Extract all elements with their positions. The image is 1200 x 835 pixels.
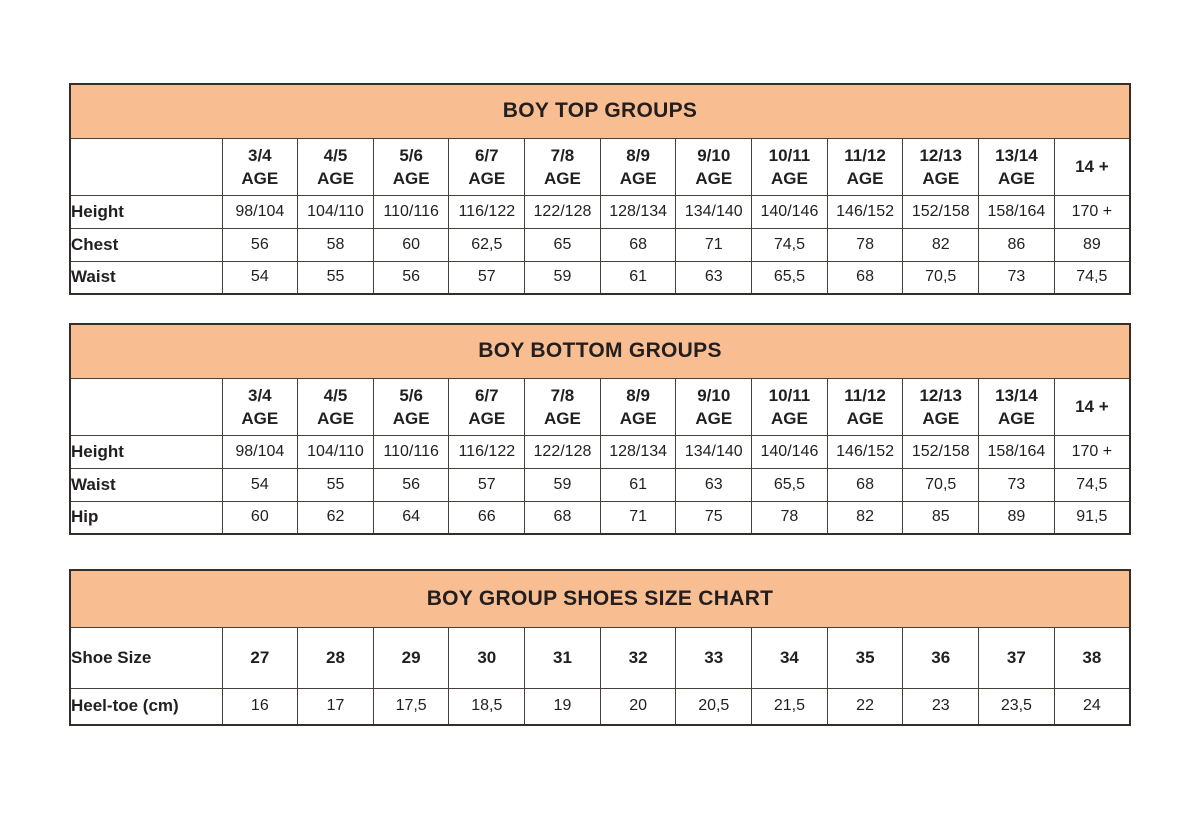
value-cell: 65,5	[752, 261, 828, 294]
age-column-header	[676, 138, 752, 195]
age-word-text: AGE	[695, 168, 733, 188]
table-title: BOY BOTTOM GROUPS	[70, 324, 1130, 378]
age-column-header	[827, 378, 903, 435]
age-column-header	[373, 138, 449, 195]
age-column-header	[1054, 378, 1130, 435]
boy-size-charts-sheet	[69, 83, 1131, 726]
value-cell: 89	[1054, 228, 1130, 261]
value-cell: 37	[979, 627, 1055, 688]
age-range-text: 4/5	[323, 385, 348, 405]
value-cell: 31	[525, 627, 601, 688]
value-cell: 28	[298, 627, 374, 688]
value-cell: 35	[827, 627, 903, 688]
value-cell: 22	[827, 688, 903, 725]
table-row-heel-toe-cm	[70, 688, 1130, 725]
age-column-header	[222, 138, 298, 195]
age-range-text: 11/12	[844, 145, 886, 165]
table-row-hip	[70, 501, 1130, 534]
age-column-header	[373, 378, 449, 435]
value-cell: 63	[676, 261, 752, 294]
value-cell: 27	[222, 627, 298, 688]
age-range-text: 14 +	[1075, 157, 1109, 176]
value-cell: 82	[827, 501, 903, 534]
age-range-text: 13/14	[995, 385, 1038, 405]
value-cell: 63	[676, 468, 752, 501]
age-range-text: 10/11	[768, 145, 811, 165]
value-cell: 68	[827, 468, 903, 501]
age-range-text: 9/10	[697, 385, 731, 405]
value-cell: 82	[903, 228, 979, 261]
age-word-text: AGE	[771, 168, 808, 188]
value-cell: 36	[903, 627, 979, 688]
age-column-header	[298, 138, 374, 195]
age-word-text: AGE	[317, 408, 354, 428]
boy-top-groups-table	[69, 83, 1131, 295]
table-title-row	[70, 324, 1130, 378]
age-range-text: 6/7	[474, 385, 499, 405]
value-cell: 32	[600, 627, 676, 688]
age-column-header	[752, 138, 828, 195]
age-range-text: 12/13	[919, 385, 962, 405]
age-column-header	[979, 138, 1055, 195]
value-cell: 20	[600, 688, 676, 725]
value-cell: 158/164	[979, 435, 1055, 468]
value-cell: 20,5	[676, 688, 752, 725]
age-range-text: 4/5	[323, 145, 348, 165]
value-cell: 98/104	[222, 195, 298, 228]
value-cell: 61	[600, 261, 676, 294]
value-cell: 68	[525, 501, 601, 534]
value-cell: 68	[600, 228, 676, 261]
value-cell: 61	[600, 468, 676, 501]
value-cell: 128/134	[600, 435, 676, 468]
age-word-text: AGE	[544, 408, 581, 428]
value-cell: 18,5	[449, 688, 525, 725]
age-column-header	[903, 378, 979, 435]
age-column-header	[676, 378, 752, 435]
age-range-text: 13/14	[995, 145, 1038, 165]
row-label: Waist	[70, 261, 222, 294]
value-cell: 71	[600, 501, 676, 534]
value-cell: 70,5	[903, 468, 979, 501]
age-range-text: 6/7	[474, 145, 499, 165]
value-cell: 104/110	[298, 195, 374, 228]
value-cell: 65,5	[752, 468, 828, 501]
age-word-text: AGE	[317, 168, 354, 188]
age-column-header	[449, 138, 525, 195]
row-label: Shoe Size	[70, 627, 222, 688]
table-title-row	[70, 570, 1130, 627]
value-cell: 17,5	[373, 688, 449, 725]
age-word-text: AGE	[619, 168, 657, 188]
value-cell: 62,5	[449, 228, 525, 261]
value-cell: 17	[298, 688, 374, 725]
value-cell: 134/140	[676, 195, 752, 228]
row-label: Height	[70, 195, 222, 228]
table-row-height	[70, 435, 1130, 468]
value-cell: 75	[676, 501, 752, 534]
value-cell: 54	[222, 261, 298, 294]
age-word-text: AGE	[922, 168, 960, 188]
value-cell: 170 +	[1054, 195, 1130, 228]
age-word-text: AGE	[997, 168, 1035, 188]
value-cell: 23	[903, 688, 979, 725]
table-row-waist	[70, 468, 1130, 501]
age-column-header	[600, 378, 676, 435]
table-row-waist	[70, 261, 1130, 294]
age-column-header	[903, 138, 979, 195]
value-cell: 24	[1054, 688, 1130, 725]
value-cell: 60	[373, 228, 449, 261]
value-cell: 116/122	[449, 195, 525, 228]
value-cell: 57	[449, 468, 525, 501]
value-cell: 21,5	[752, 688, 828, 725]
value-cell: 116/122	[449, 435, 525, 468]
value-cell: 104/110	[298, 435, 374, 468]
value-cell: 56	[373, 468, 449, 501]
row-label: Waist	[70, 468, 222, 501]
value-cell: 89	[979, 501, 1055, 534]
age-range-text: 7/8	[550, 145, 575, 165]
age-range-text: 12/13	[919, 145, 962, 165]
value-cell: 56	[222, 228, 298, 261]
age-column-header	[525, 378, 601, 435]
value-cell: 140/146	[752, 195, 828, 228]
value-cell: 146/152	[827, 195, 903, 228]
value-cell: 73	[979, 468, 1055, 501]
age-word-text: AGE	[695, 408, 733, 428]
value-cell: 110/116	[373, 435, 449, 468]
age-word-text: AGE	[922, 408, 960, 428]
value-cell: 91,5	[1054, 501, 1130, 534]
value-cell: 64	[373, 501, 449, 534]
row-label: Heel-toe (cm)	[70, 688, 222, 725]
value-cell: 62	[298, 501, 374, 534]
table-title: BOY GROUP SHOES SIZE CHART	[70, 570, 1130, 627]
age-range-text: 5/6	[399, 145, 423, 165]
value-cell: 122/128	[525, 195, 601, 228]
value-cell: 60	[222, 501, 298, 534]
value-cell: 54	[222, 468, 298, 501]
value-cell: 85	[903, 501, 979, 534]
value-cell: 152/158	[903, 195, 979, 228]
value-cell: 30	[449, 627, 525, 688]
value-cell: 57	[449, 261, 525, 294]
age-column-header	[525, 138, 601, 195]
value-cell: 140/146	[752, 435, 828, 468]
value-cell: 78	[752, 501, 828, 534]
value-cell: 59	[525, 468, 601, 501]
table-title-row	[70, 84, 1130, 138]
value-cell: 65	[525, 228, 601, 261]
value-cell: 128/134	[600, 195, 676, 228]
value-cell: 55	[298, 468, 374, 501]
value-cell: 152/158	[903, 435, 979, 468]
boy-bottom-groups-section	[69, 323, 1131, 535]
value-cell: 146/152	[827, 435, 903, 468]
age-range-text: 11/12	[844, 385, 886, 405]
age-word-text: AGE	[619, 408, 657, 428]
age-header-row	[70, 378, 1130, 435]
age-range-text: 10/11	[768, 385, 811, 405]
age-column-header	[1054, 138, 1130, 195]
value-cell: 34	[752, 627, 828, 688]
boy-group-shoes-size-chart-table	[69, 569, 1131, 726]
age-word-text: AGE	[392, 168, 430, 188]
value-cell: 59	[525, 261, 601, 294]
value-cell: 38	[1054, 627, 1130, 688]
value-cell: 19	[525, 688, 601, 725]
age-word-text: AGE	[468, 168, 506, 188]
value-cell: 86	[979, 228, 1055, 261]
row-label: Chest	[70, 228, 222, 261]
age-range-text: 5/6	[399, 385, 423, 405]
age-range-text: 3/4	[248, 145, 272, 165]
age-word-text: AGE	[846, 168, 884, 188]
value-cell: 68	[827, 261, 903, 294]
age-column-header	[449, 378, 525, 435]
table-row-shoe-size	[70, 627, 1130, 688]
value-cell: 134/140	[676, 435, 752, 468]
age-column-header	[600, 138, 676, 195]
age-word-text: AGE	[241, 408, 279, 428]
age-range-text: 7/8	[550, 385, 575, 405]
age-range-text: 14 +	[1075, 397, 1109, 416]
value-cell: 55	[298, 261, 374, 294]
value-cell: 16	[222, 688, 298, 725]
boy-shoes-size-chart-section	[69, 569, 1131, 726]
table-title: BOY TOP GROUPS	[70, 84, 1130, 138]
age-range-text: 9/10	[697, 145, 731, 165]
age-word-text: AGE	[241, 168, 279, 188]
value-cell: 58	[298, 228, 374, 261]
value-cell: 70,5	[903, 261, 979, 294]
age-column-header	[827, 138, 903, 195]
value-cell: 56	[373, 261, 449, 294]
table-row-height	[70, 195, 1130, 228]
age-word-text: AGE	[771, 408, 808, 428]
age-column-header	[298, 378, 374, 435]
row-label: Height	[70, 435, 222, 468]
value-cell: 98/104	[222, 435, 298, 468]
age-header-row	[70, 138, 1130, 195]
age-column-header	[979, 378, 1055, 435]
value-cell: 110/116	[373, 195, 449, 228]
row-label: Hip	[70, 501, 222, 534]
boy-bottom-groups-table	[69, 323, 1131, 535]
age-word-text: AGE	[997, 408, 1035, 428]
age-range-text: 8/9	[626, 145, 650, 165]
value-cell: 170 +	[1054, 435, 1130, 468]
age-column-header	[222, 378, 298, 435]
value-cell: 74,5	[752, 228, 828, 261]
value-cell: 33	[676, 627, 752, 688]
value-cell: 74,5	[1054, 261, 1130, 294]
table-row-chest	[70, 228, 1130, 261]
value-cell: 29	[373, 627, 449, 688]
corner-cell	[70, 378, 222, 435]
age-word-text: AGE	[392, 408, 430, 428]
boy-top-groups-section	[69, 83, 1131, 295]
value-cell: 23,5	[979, 688, 1055, 725]
age-range-text: 3/4	[248, 385, 272, 405]
value-cell: 158/164	[979, 195, 1055, 228]
corner-cell	[70, 138, 222, 195]
value-cell: 74,5	[1054, 468, 1130, 501]
age-word-text: AGE	[846, 408, 884, 428]
value-cell: 122/128	[525, 435, 601, 468]
value-cell: 66	[449, 501, 525, 534]
age-column-header	[752, 378, 828, 435]
value-cell: 78	[827, 228, 903, 261]
age-range-text: 8/9	[626, 385, 650, 405]
age-word-text: AGE	[544, 168, 581, 188]
value-cell: 71	[676, 228, 752, 261]
age-word-text: AGE	[468, 408, 506, 428]
value-cell: 73	[979, 261, 1055, 294]
